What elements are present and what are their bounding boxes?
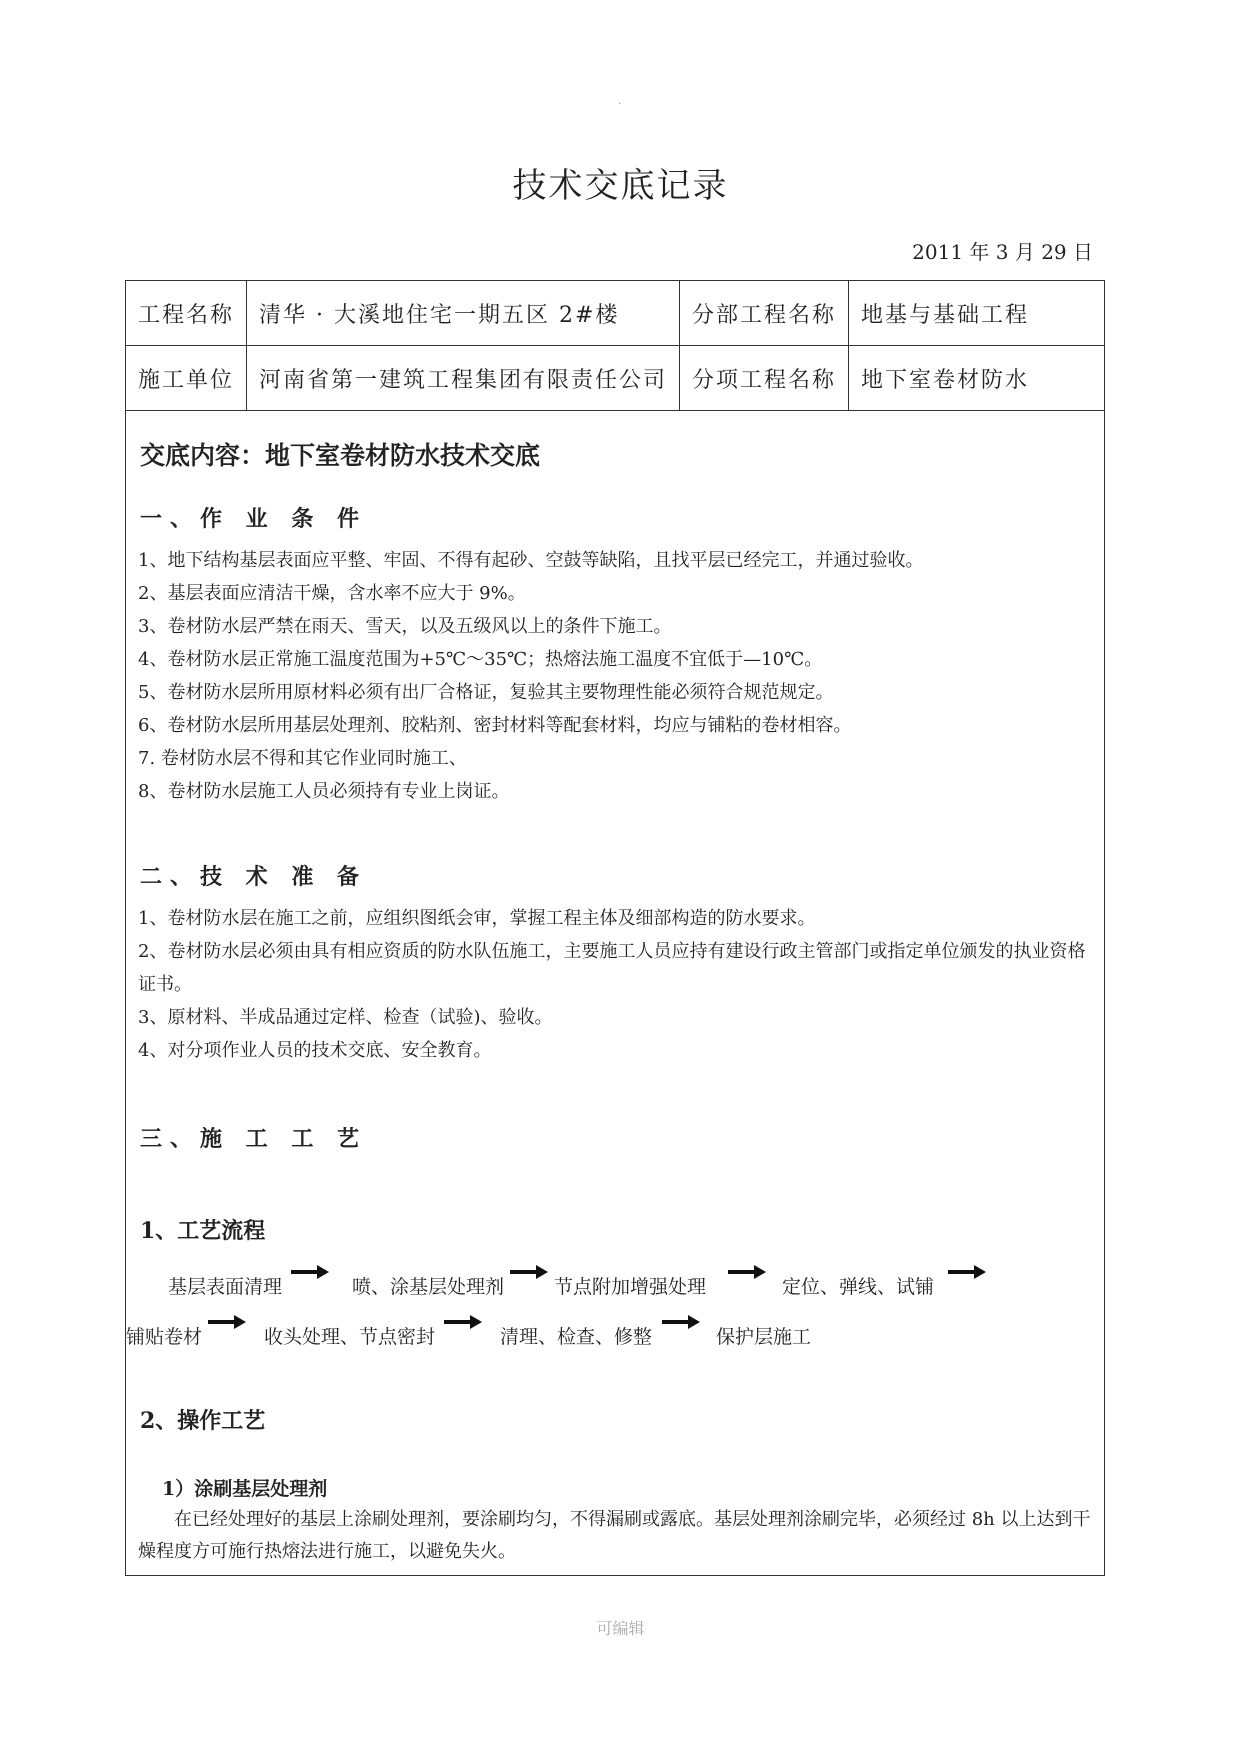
flow-step: 清理、检查、修整	[500, 1326, 653, 1348]
footer-watermark: 可编辑	[596, 1619, 645, 1638]
flow-step: 喷、涂基层处理剂	[352, 1276, 505, 1298]
operation-paragraph: 在已经处理好的基层上涂刷处理剂，要涂刷均匀，不得漏刷或露底。基层处理剂涂刷完毕，必须经过 8h 以上达到干燥程度方可施行热熔法进行施工，以避免失火。	[138, 1509, 1091, 1562]
item-project-label: 分项工程名称	[680, 346, 849, 411]
operation-heading: 2、操作工艺	[140, 1408, 266, 1434]
flow-arrow-icon	[510, 1265, 548, 1279]
section1-item: 7. 卷材防水层不得和其它作业同时施工、	[138, 748, 467, 769]
sub-project-value: 地基与基础工程	[849, 281, 1105, 346]
section1-heading: 一、作 业 条 件	[140, 506, 367, 532]
flow-step: 保护层施工	[716, 1326, 812, 1348]
section2-item: 2、卷材防水层必须由具有相应资质的防水队伍施工，主要施工人员应持有建设行政主管部门或指定单位颁发的执业资格证书。	[138, 941, 1086, 995]
flow-step: 定位、弹线、试铺	[782, 1276, 935, 1298]
flow-arrow-icon	[728, 1265, 766, 1279]
section1-item: 5、卷材防水层所用原材料必须有出厂合格证，复验其主要物理性能必须符合规范规定。	[138, 682, 834, 703]
contractor-label: 施工单位	[126, 346, 247, 411]
flow-heading: 1、工艺流程	[140, 1218, 266, 1244]
contractor-value: 河南省第一建筑工程集团有限责任公司	[247, 346, 680, 411]
section2-heading: 二、技 术 准 备	[140, 864, 367, 890]
document-title: 技术交底记录	[512, 166, 729, 206]
section1-item: 3、卷材防水层严禁在雨天、雪天，以及五级风以上的条件下施工。	[138, 616, 672, 637]
flow-arrow-icon	[444, 1315, 482, 1329]
content-title: 交底内容：地下室卷材防水技术交底	[140, 441, 541, 470]
section1-item: 4、卷材防水层正常施工温度范围为+5℃～35℃；热熔法施工温度不宜低于—10℃。	[138, 649, 823, 670]
top-dot: .	[618, 96, 622, 107]
project-name-label: 工程名称	[126, 281, 247, 346]
section1-item: 8、卷材防水层施工人员必须持有专业上岗证。	[138, 781, 510, 802]
flow-step: 铺贴卷材	[126, 1326, 203, 1348]
section2-item: 1、卷材防水层在施工之前，应组织图纸会审，掌握工程主体及细部构造的防水要求。	[138, 908, 816, 929]
section1-item: 6、卷材防水层所用基层处理剂、胶粘剂、密封材料等配套材料，均应与铺粘的卷材相容。	[138, 715, 852, 736]
flow-arrow-icon	[291, 1265, 329, 1279]
flow-step: 收头处理、节点密封	[264, 1326, 436, 1348]
flow-arrow-icon	[208, 1315, 246, 1329]
sub-heading: 1）涂刷基层处理剂	[162, 1478, 328, 1500]
section1-item: 2、基层表面应清洁干燥，含水率不应大于 9%。	[138, 583, 526, 604]
content-box	[125, 410, 1105, 1576]
project-name-value: 清华 · 大溪地住宅一期五区 2#楼	[247, 281, 680, 346]
item-project-value: 地下室卷材防水	[849, 346, 1105, 411]
section2-item: 4、对分项作业人员的技术交底、安全教育。	[138, 1040, 492, 1061]
info-row-2	[126, 346, 1105, 411]
flow-step: 节点附加增强处理	[554, 1276, 707, 1298]
sub-project-label: 分部工程名称	[680, 281, 849, 346]
section3-heading: 三、施 工 工 艺	[140, 1126, 367, 1152]
flow-arrow-icon	[948, 1265, 986, 1279]
section1-item: 1、地下结构基层表面应平整、牢固、不得有起砂、空鼓等缺陷，且找平层已经完工，并通过验收。	[138, 550, 924, 571]
info-table	[125, 280, 1105, 411]
info-row-1	[126, 281, 1105, 346]
section2-item: 3、原材料、半成品通过定样、检查（试验)、验收。	[138, 1007, 553, 1028]
record-date: 2011 年 3 月 29 日	[912, 240, 1093, 264]
flow-step: 基层表面清理	[168, 1276, 283, 1298]
flow-arrow-icon	[662, 1315, 700, 1329]
